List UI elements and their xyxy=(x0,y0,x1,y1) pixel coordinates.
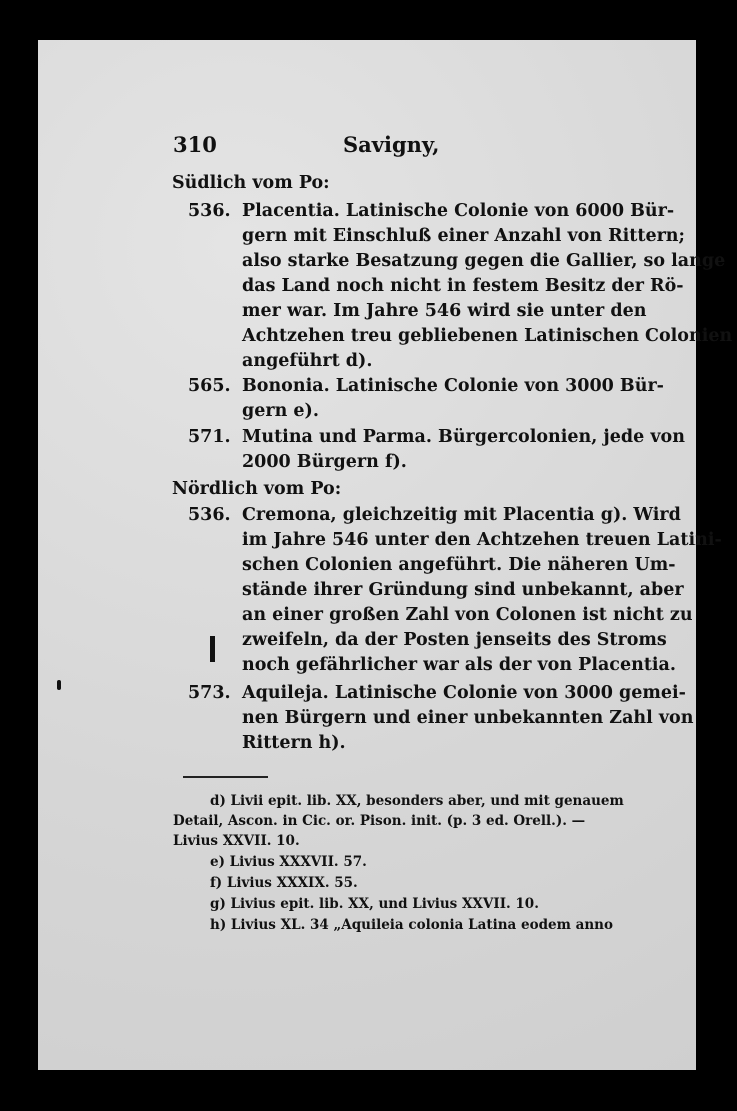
entry-line: Achtzehen treu gebliebenen Latinischen Colonien xyxy=(242,326,733,346)
entry-line: das Land noch nicht in festem Besitz der Rö- xyxy=(242,276,684,296)
entry-line: also starke Besatzung gegen die Gallier, so lange xyxy=(242,251,726,271)
ink-mark xyxy=(57,680,61,690)
entry-line: Mutina und Parma. Bürgercolonien, jede von xyxy=(242,427,685,447)
entry-line: im Jahre 546 unter den Achtzehen treuen Latini- xyxy=(242,530,722,550)
entry-line: Placentia. Latinische Colonie von 6000 Bür- xyxy=(242,201,675,221)
footnote-line: f) Livius XXXIX. 55. xyxy=(210,875,358,891)
ink-mark xyxy=(210,636,215,662)
page-number: 310 xyxy=(173,132,217,157)
entry-number: 536. xyxy=(188,201,231,221)
entry-line: schen Colonien angeführt. Die näheren Um- xyxy=(242,555,676,575)
entry-line: 2000 Bürgern f). xyxy=(242,452,407,472)
scanned-page xyxy=(38,40,733,1070)
entry-line: angeführt d). xyxy=(242,351,373,371)
entry-line: Cremona, gleichzeitig mit Placentia g). Wird xyxy=(242,505,681,525)
section-heading-south: Südlich vom Po: xyxy=(172,173,330,193)
entry-number: 571. xyxy=(188,427,231,447)
entry-line: stände ihrer Gründung sind unbekannt, aber xyxy=(242,580,684,600)
running-title: Savigny, xyxy=(343,132,440,157)
entry-line: mer war. Im Jahre 546 wird sie unter den xyxy=(242,301,647,321)
entry-number: 565. xyxy=(188,376,231,396)
page-header xyxy=(173,132,593,162)
entry-line: gern e). xyxy=(242,401,319,421)
footnote-line: Livius XXVII. 10. xyxy=(173,833,300,849)
footnote-line: g) Livius epit. lib. XX, und Livius XXVII. 10. xyxy=(210,896,539,912)
footnote-line: Detail, Ascon. in Cic. or. Pison. init. (p. 3 ed. Orell.). — xyxy=(173,813,586,829)
entry-line: Rittern h). xyxy=(242,733,346,753)
entry-line: Bononia. Latinische Colonie von 3000 Bür- xyxy=(242,376,664,396)
entry-number: 573. xyxy=(188,683,231,703)
footnote-line: h) Livius XL. 34 „Aquileia colonia Latina eodem anno xyxy=(210,917,613,933)
entry-line: an einer großen Zahl von Colonen ist nicht zu xyxy=(242,605,693,625)
footnote-divider xyxy=(183,776,268,778)
entry-line: noch gefährlicher war als der von Placentia. xyxy=(242,655,676,675)
entry-number: 536. xyxy=(188,505,231,525)
section-heading-north: Nördlich vom Po: xyxy=(172,479,342,499)
entry-line: gern mit Einschluß einer Anzahl von Rittern; xyxy=(242,226,685,246)
footnote-line: e) Livius XXXVII. 57. xyxy=(210,854,367,870)
entry-line: zweifeln, da der Posten jenseits des Stroms xyxy=(242,630,667,650)
entry-line: Aquileja. Latinische Colonie von 3000 gemei- xyxy=(242,683,686,703)
footnote-line: d) Livii epit. lib. XX, besonders aber, und mit genauem xyxy=(210,793,624,809)
entry-line: nen Bürgern und einer unbekannten Zahl von xyxy=(242,708,694,728)
